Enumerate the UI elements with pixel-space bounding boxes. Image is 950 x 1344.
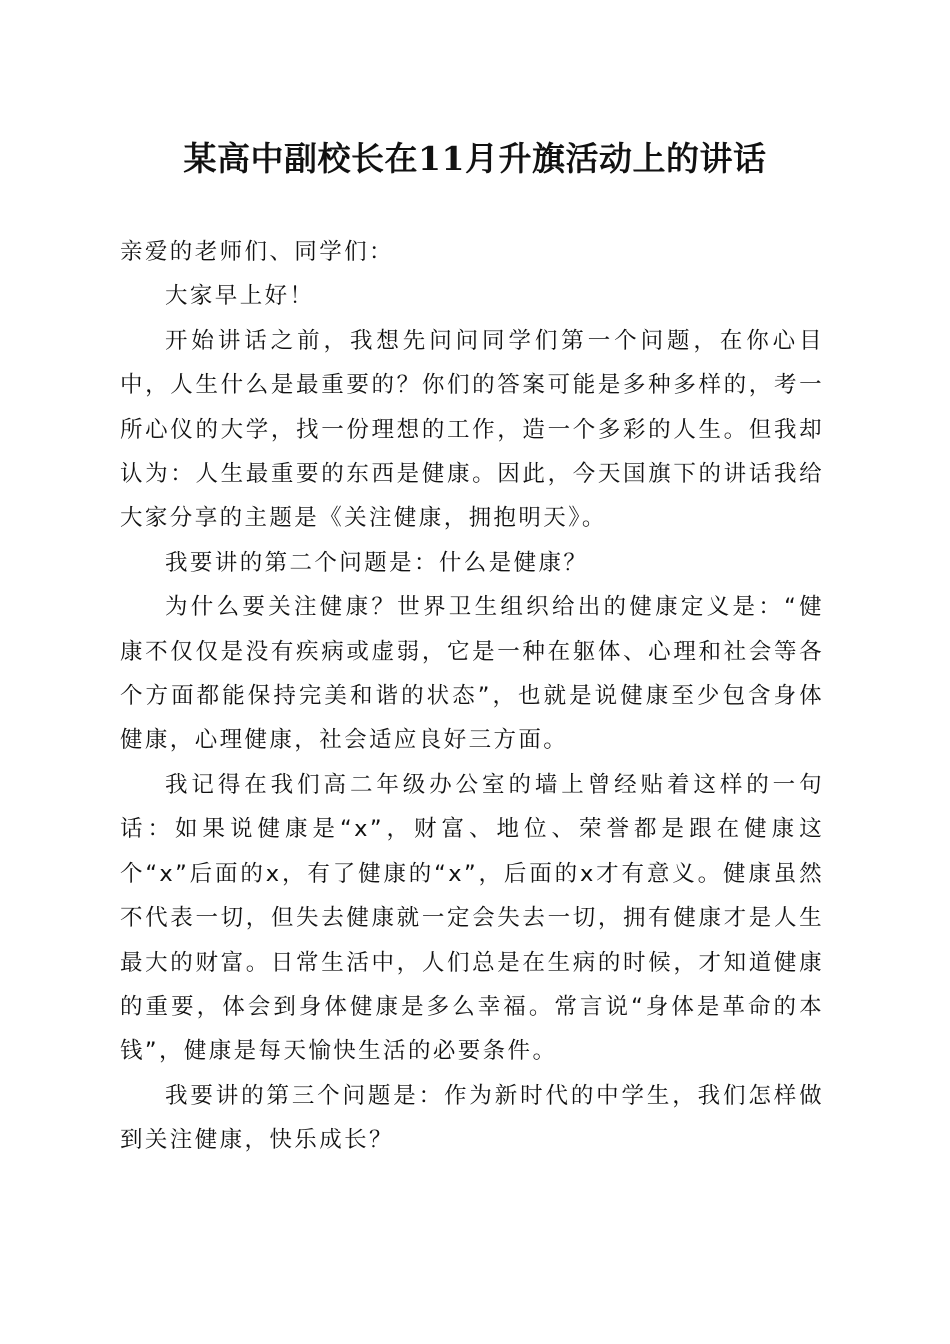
paragraph: 我要讲的第二个问题是：什么是健康？ (165, 549, 589, 576)
paragraph: 开始讲话之前，我想先问问同学们第一个问题，在你心目中，人生什么是最重要的？你们的答案可能是多种多样的，考一所心仪的大学，找一份理想的工作，造一个多彩的人生。但我却认为：人生最重要的东西是健康。因此，今天国旗下的讲话我给大家分享的主题是《关注健康，拥抱明天》。 (120, 327, 824, 532)
paragraph: 为什么要关注健康？世界卫生组织给出的健康定义是：“健康不仅仅是没有疾病或虚弱，它是一种在躯体、心理和社会等各个方面都能保持完美和谐的状态”，也就是说健康至少包含身体健康，心理健康，社会适应良好三方面。 (120, 594, 824, 754)
paragraph: 我记得在我们高二年级办公室的墙上曾经贴着这样的一句话：如果说健康是“x”，财富、地位、荣誉都是跟在健康这个“x”后面的x，有了健康的“x”，后面的x才有意义。健康虽然不代表一切，但失去健康就一定会失去一切，拥有健康才是人生最大的财富。日常生活中，人们总是在生病的时候，才知道健康的重要，体会到身体健康是多么幸福。常言说“身体是革命的本钱”，健康是每天愉快生活的必要条件。 (120, 771, 824, 1065)
document-title: 某高中副校长在11月升旗活动上的讲话 (183, 139, 767, 178)
paragraph: 我要讲的第三个问题是：作为新时代的中学生，我们怎样做到关注健康，快乐成长？ (120, 1082, 824, 1154)
paragraph-greeting: 大家早上好！ (165, 283, 315, 310)
document-body (120, 230, 824, 1163)
paragraph-salutation: 亲爱的老师们、同学们： (120, 239, 394, 265)
